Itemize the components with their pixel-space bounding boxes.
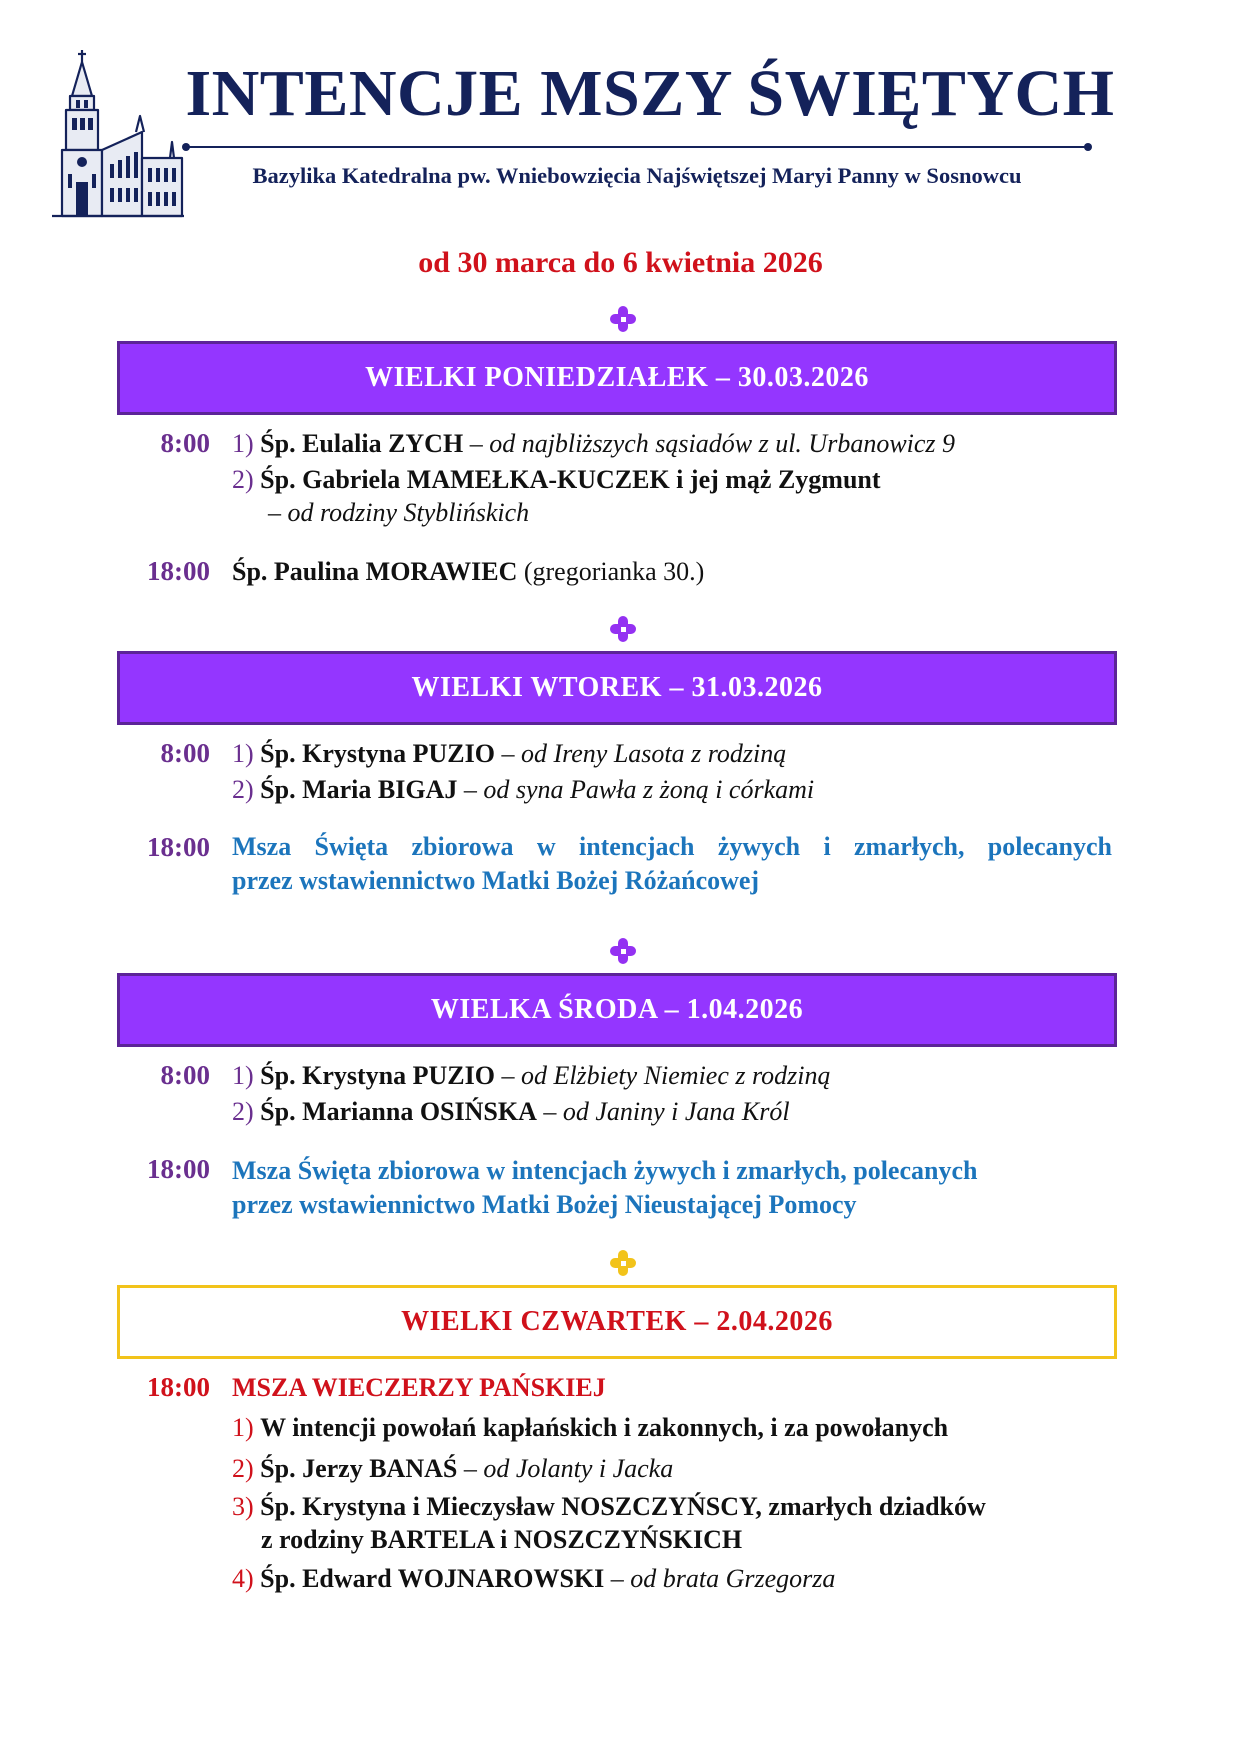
intention-item: 2) Śp. Jerzy BANAŚ – od Jolanty i Jacka bbox=[232, 1454, 674, 1483]
collective-mass: Msza Święta zbiorowa w intencjach żywych i zmarłych, polecanych przez wstawiennictwo Matki Bożej Różańcowej bbox=[232, 832, 1112, 895]
intention-item: 1) Śp. Eulalia ZYCH – od najbliższych sąsiadów z ul. Urbanowicz 9 bbox=[232, 429, 956, 458]
day-heading: WIELKI WTOREK – 31.03.2026 bbox=[117, 651, 1117, 725]
mass-time: 18:00 bbox=[147, 1154, 210, 1184]
intention-item: Śp. Paulina MORAWIEC (gregorianka 30.) bbox=[232, 557, 705, 586]
mass-time: 8:00 bbox=[160, 738, 210, 768]
intention-item: 2) Śp. Maria BIGAJ – od syna Pawła z żoną i córkami bbox=[232, 775, 815, 804]
intention-item: 1) W intencji powołań kapłańskich i zakonnych, i za powołanych bbox=[232, 1413, 949, 1442]
mass-title: MSZA WIECZERZY PAŃSKIEJ bbox=[232, 1373, 606, 1402]
church-name: Bazylika Katedralna pw. Wniebowzięcia Najświętszej Maryi Panny w Sosnowcu bbox=[252, 163, 1022, 188]
mass-time: 8:00 bbox=[160, 1060, 210, 1090]
cross-icon bbox=[610, 1250, 636, 1276]
mass-time: 18:00 bbox=[147, 1372, 210, 1402]
day-heading: WIELKI PONIEDZIAŁEK – 30.03.2026 bbox=[117, 341, 1117, 415]
date-range: od 30 marca do 6 kwietnia 2026 bbox=[418, 246, 823, 279]
mass-time: 8:00 bbox=[160, 428, 210, 458]
day-heading: WIELKA ŚRODA – 1.04.2026 bbox=[117, 973, 1117, 1047]
mass-time: 18:00 bbox=[147, 832, 210, 862]
intention-item: 2) Śp. Marianna OSIŃSKA – od Janiny i Jana Król bbox=[232, 1097, 790, 1126]
intention-item: 1) Śp. Krystyna PUZIO – od Ireny Lasota z rodziną bbox=[232, 739, 787, 768]
cathedral-icon bbox=[52, 48, 184, 218]
collective-mass: Msza Święta zbiorowa w intencjach żywych i zmarłych, polecanych przez wstawiennictwo Matki Bożej Nieustającej Pomocy bbox=[232, 1156, 978, 1219]
day-heading: WIELKI CZWARTEK – 2.04.2026 bbox=[117, 1285, 1117, 1359]
intention-item: 3) Śp. Krystyna i Mieczysław NOSZCZYŃSCY, zmarłych dziadków bbox=[232, 1492, 986, 1521]
cross-icon bbox=[610, 616, 636, 642]
intention-item: 2) Śp. Gabriela MAMEŁKA-KUCZEK i jej mąż Zygmunt bbox=[232, 465, 881, 494]
intention-item-cont: z rodziny BARTELA i NOSZCZYŃSKICH bbox=[261, 1525, 743, 1554]
intention-item: 1) Śp. Krystyna PUZIO – od Elżbiety Niemiec z rodziną bbox=[232, 1061, 831, 1090]
title-divider bbox=[182, 143, 1092, 151]
mass-time: 18:00 bbox=[147, 556, 210, 586]
intention-donor: – od rodziny Styblińskich bbox=[268, 498, 530, 527]
intention-item: 4) Śp. Edward WOJNAROWSKI – od brata Grzegorza bbox=[232, 1564, 836, 1593]
cross-icon bbox=[610, 306, 636, 332]
cross-icon bbox=[610, 938, 636, 964]
page-title: INTENCJE MSZY ŚWIĘTYCH bbox=[185, 57, 1115, 130]
